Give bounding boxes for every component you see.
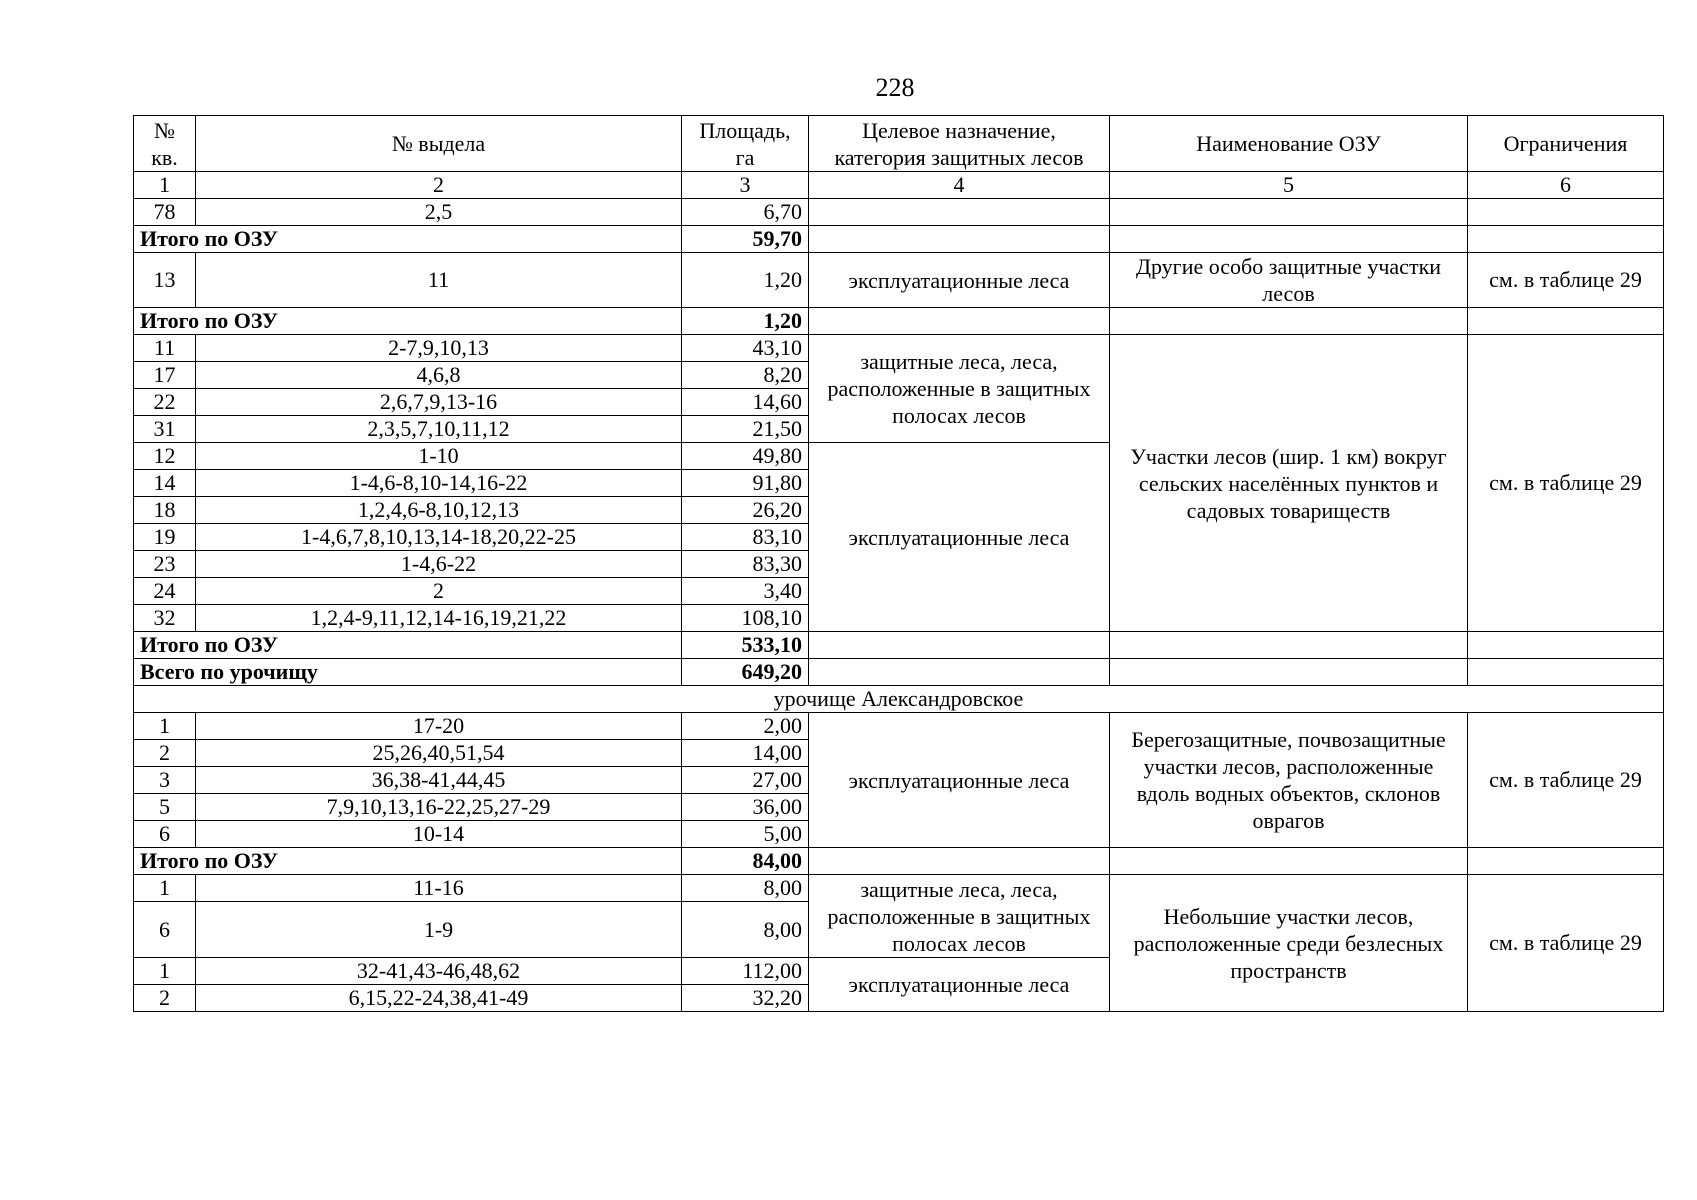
- videl-cell: 1-4,6,7,8,10,13,14-18,20,22-25: [196, 524, 682, 551]
- ozu-cell: Участки лесов (шир. 1 км) вокруг сельских населённых пунктов и садовых товариществ: [1110, 335, 1468, 632]
- table-row: [134, 253, 1664, 308]
- purpose-cell: [809, 632, 1110, 659]
- kv-cell: 23: [134, 551, 196, 578]
- restrictions-cell: [1468, 199, 1664, 226]
- total-label: Итого по ОЗУ: [134, 308, 682, 335]
- total-row: [134, 632, 1664, 659]
- area-cell: 8,20: [682, 362, 809, 389]
- total-area: 533,10: [682, 632, 809, 659]
- area-cell: 1,20: [682, 253, 809, 308]
- area-cell: 112,00: [682, 958, 809, 985]
- videl-cell: 1-4,6-8,10-14,16-22: [196, 470, 682, 497]
- videl-cell: 2,6,7,9,13-16: [196, 389, 682, 416]
- area-cell: 14,60: [682, 389, 809, 416]
- header-videl: № выдела: [196, 116, 682, 172]
- videl-cell: 1-10: [196, 443, 682, 470]
- videl-cell: 17-20: [196, 713, 682, 740]
- kv-cell: 13: [134, 253, 196, 308]
- videl-cell: 1-9: [196, 902, 682, 958]
- table-row: [134, 713, 1664, 740]
- ozu-cell: Берегозащитные, почвозащитные участки лесов, расположенные вдоль водных объектов, склонов оврагов: [1110, 713, 1468, 848]
- area-cell: 83,10: [682, 524, 809, 551]
- table-row: [134, 199, 1664, 226]
- videl-cell: 4,6,8: [196, 362, 682, 389]
- purpose-cell: эксплуатационные леса: [809, 713, 1110, 848]
- restrictions-cell: [1468, 226, 1664, 253]
- kv-cell: 6: [134, 821, 196, 848]
- total-row: [134, 308, 1664, 335]
- area-cell: 8,00: [682, 902, 809, 958]
- purpose-cell: [809, 848, 1110, 875]
- kv-cell: 24: [134, 578, 196, 605]
- section-row: [134, 686, 1664, 713]
- header-area: Площадь, га: [682, 116, 809, 172]
- total-area: 84,00: [682, 848, 809, 875]
- kv-cell: 1: [134, 958, 196, 985]
- header-restrictions: Ограничения: [1468, 116, 1664, 172]
- header-row: [134, 116, 1664, 172]
- kv-cell: 1: [134, 875, 196, 902]
- total-area: 1,20: [682, 308, 809, 335]
- ozu-cell: [1110, 848, 1468, 875]
- total-label: Итого по ОЗУ: [134, 226, 682, 253]
- purpose-cell: защитные леса, леса, расположенные в защитных полосах лесов: [809, 875, 1110, 958]
- kv-cell: 12: [134, 443, 196, 470]
- restrictions-cell: см. в таблице 29: [1468, 335, 1664, 632]
- kv-cell: 11: [134, 335, 196, 362]
- column-number: 1: [134, 172, 196, 199]
- videl-cell: 2,3,5,7,10,11,12: [196, 416, 682, 443]
- area-cell: 3,40: [682, 578, 809, 605]
- purpose-cell: [809, 308, 1110, 335]
- kv-cell: 17: [134, 362, 196, 389]
- column-number: 6: [1468, 172, 1664, 199]
- purpose-cell: [809, 659, 1110, 686]
- restrictions-cell: см. в таблице 29: [1468, 875, 1664, 1012]
- area-cell: 26,20: [682, 497, 809, 524]
- table-row: [134, 875, 1664, 902]
- area-cell: 2,00: [682, 713, 809, 740]
- videl-cell: 11: [196, 253, 682, 308]
- kv-cell: 6: [134, 902, 196, 958]
- column-number: 4: [809, 172, 1110, 199]
- kv-cell: 2: [134, 985, 196, 1012]
- total-row: [134, 226, 1664, 253]
- videl-cell: 36,38-41,44,45: [196, 767, 682, 794]
- restrictions-cell: [1468, 659, 1664, 686]
- section-title: урочище Александровское: [134, 686, 1664, 713]
- kv-cell: 1: [134, 713, 196, 740]
- ozu-table: [133, 115, 1664, 1012]
- area-cell: 108,10: [682, 605, 809, 632]
- area-cell: 14,00: [682, 740, 809, 767]
- kv-cell: 78: [134, 199, 196, 226]
- restrictions-cell: см. в таблице 29: [1468, 253, 1664, 308]
- ozu-cell: [1110, 308, 1468, 335]
- column-number: 5: [1110, 172, 1468, 199]
- restrictions-cell: [1468, 848, 1664, 875]
- ozu-cell: [1110, 632, 1468, 659]
- kv-cell: 14: [134, 470, 196, 497]
- area-cell: 32,20: [682, 985, 809, 1012]
- kv-cell: 19: [134, 524, 196, 551]
- header-purpose: Целевое назначение, категория защитных лесов: [809, 116, 1110, 172]
- ozu-cell: [1110, 226, 1468, 253]
- area-cell: 43,10: [682, 335, 809, 362]
- videl-cell: 25,26,40,51,54: [196, 740, 682, 767]
- kv-cell: 3: [134, 767, 196, 794]
- column-number: 2: [196, 172, 682, 199]
- area-cell: 83,30: [682, 551, 809, 578]
- grand-total-area: 649,20: [682, 659, 809, 686]
- area-cell: 21,50: [682, 416, 809, 443]
- kv-cell: 5: [134, 794, 196, 821]
- kv-cell: 31: [134, 416, 196, 443]
- area-cell: 5,00: [682, 821, 809, 848]
- area-cell: 8,00: [682, 875, 809, 902]
- area-cell: 91,80: [682, 470, 809, 497]
- grand-total-row: [134, 659, 1664, 686]
- videl-cell: 1,2,4,6-8,10,12,13: [196, 497, 682, 524]
- table-row: [134, 335, 1664, 362]
- restrictions-cell: [1468, 632, 1664, 659]
- videl-cell: 1,2,4-9,11,12,14-16,19,21,22: [196, 605, 682, 632]
- purpose-cell: эксплуатационные леса: [809, 253, 1110, 308]
- kv-cell: 2: [134, 740, 196, 767]
- total-label: Итого по ОЗУ: [134, 632, 682, 659]
- area-cell: 27,00: [682, 767, 809, 794]
- purpose-cell: защитные леса, леса, расположенные в защитных полосах лесов: [809, 335, 1110, 443]
- area-cell: 36,00: [682, 794, 809, 821]
- videl-cell: 1-4,6-22: [196, 551, 682, 578]
- videl-cell: 6,15,22-24,38,41-49: [196, 985, 682, 1012]
- kv-cell: 18: [134, 497, 196, 524]
- kv-cell: 32: [134, 605, 196, 632]
- column-numbers-row: [134, 172, 1664, 199]
- videl-cell: 11-16: [196, 875, 682, 902]
- ozu-cell: Другие особо защитные участки лесов: [1110, 253, 1468, 308]
- videl-cell: 7,9,10,13,16-22,25,27-29: [196, 794, 682, 821]
- purpose-cell: [809, 199, 1110, 226]
- ozu-cell: [1110, 659, 1468, 686]
- videl-cell: 2,5: [196, 199, 682, 226]
- purpose-cell: эксплуатационные леса: [809, 443, 1110, 632]
- videl-cell: 2: [196, 578, 682, 605]
- ozu-cell: Небольшие участки лесов, расположенные среди безлесных пространств: [1110, 875, 1468, 1012]
- kv-cell: 22: [134, 389, 196, 416]
- ozu-cell: [1110, 199, 1468, 226]
- grand-total-label: Всего по урочищу: [134, 659, 682, 686]
- total-label: Итого по ОЗУ: [134, 848, 682, 875]
- purpose-cell: [809, 226, 1110, 253]
- area-cell: 6,70: [682, 199, 809, 226]
- videl-cell: 10-14: [196, 821, 682, 848]
- total-row: [134, 848, 1664, 875]
- header-kv: № кв.: [134, 116, 196, 172]
- videl-cell: 2-7,9,10,13: [196, 335, 682, 362]
- header-ozu: Наименование ОЗУ: [1110, 116, 1468, 172]
- videl-cell: 32-41,43-46,48,62: [196, 958, 682, 985]
- restrictions-cell: [1468, 308, 1664, 335]
- purpose-cell: эксплуатационные леса: [809, 958, 1110, 1012]
- restrictions-cell: см. в таблице 29: [1468, 713, 1664, 848]
- page-number: 228: [875, 73, 915, 102]
- area-cell: 49,80: [682, 443, 809, 470]
- total-area: 59,70: [682, 226, 809, 253]
- column-number: 3: [682, 172, 809, 199]
